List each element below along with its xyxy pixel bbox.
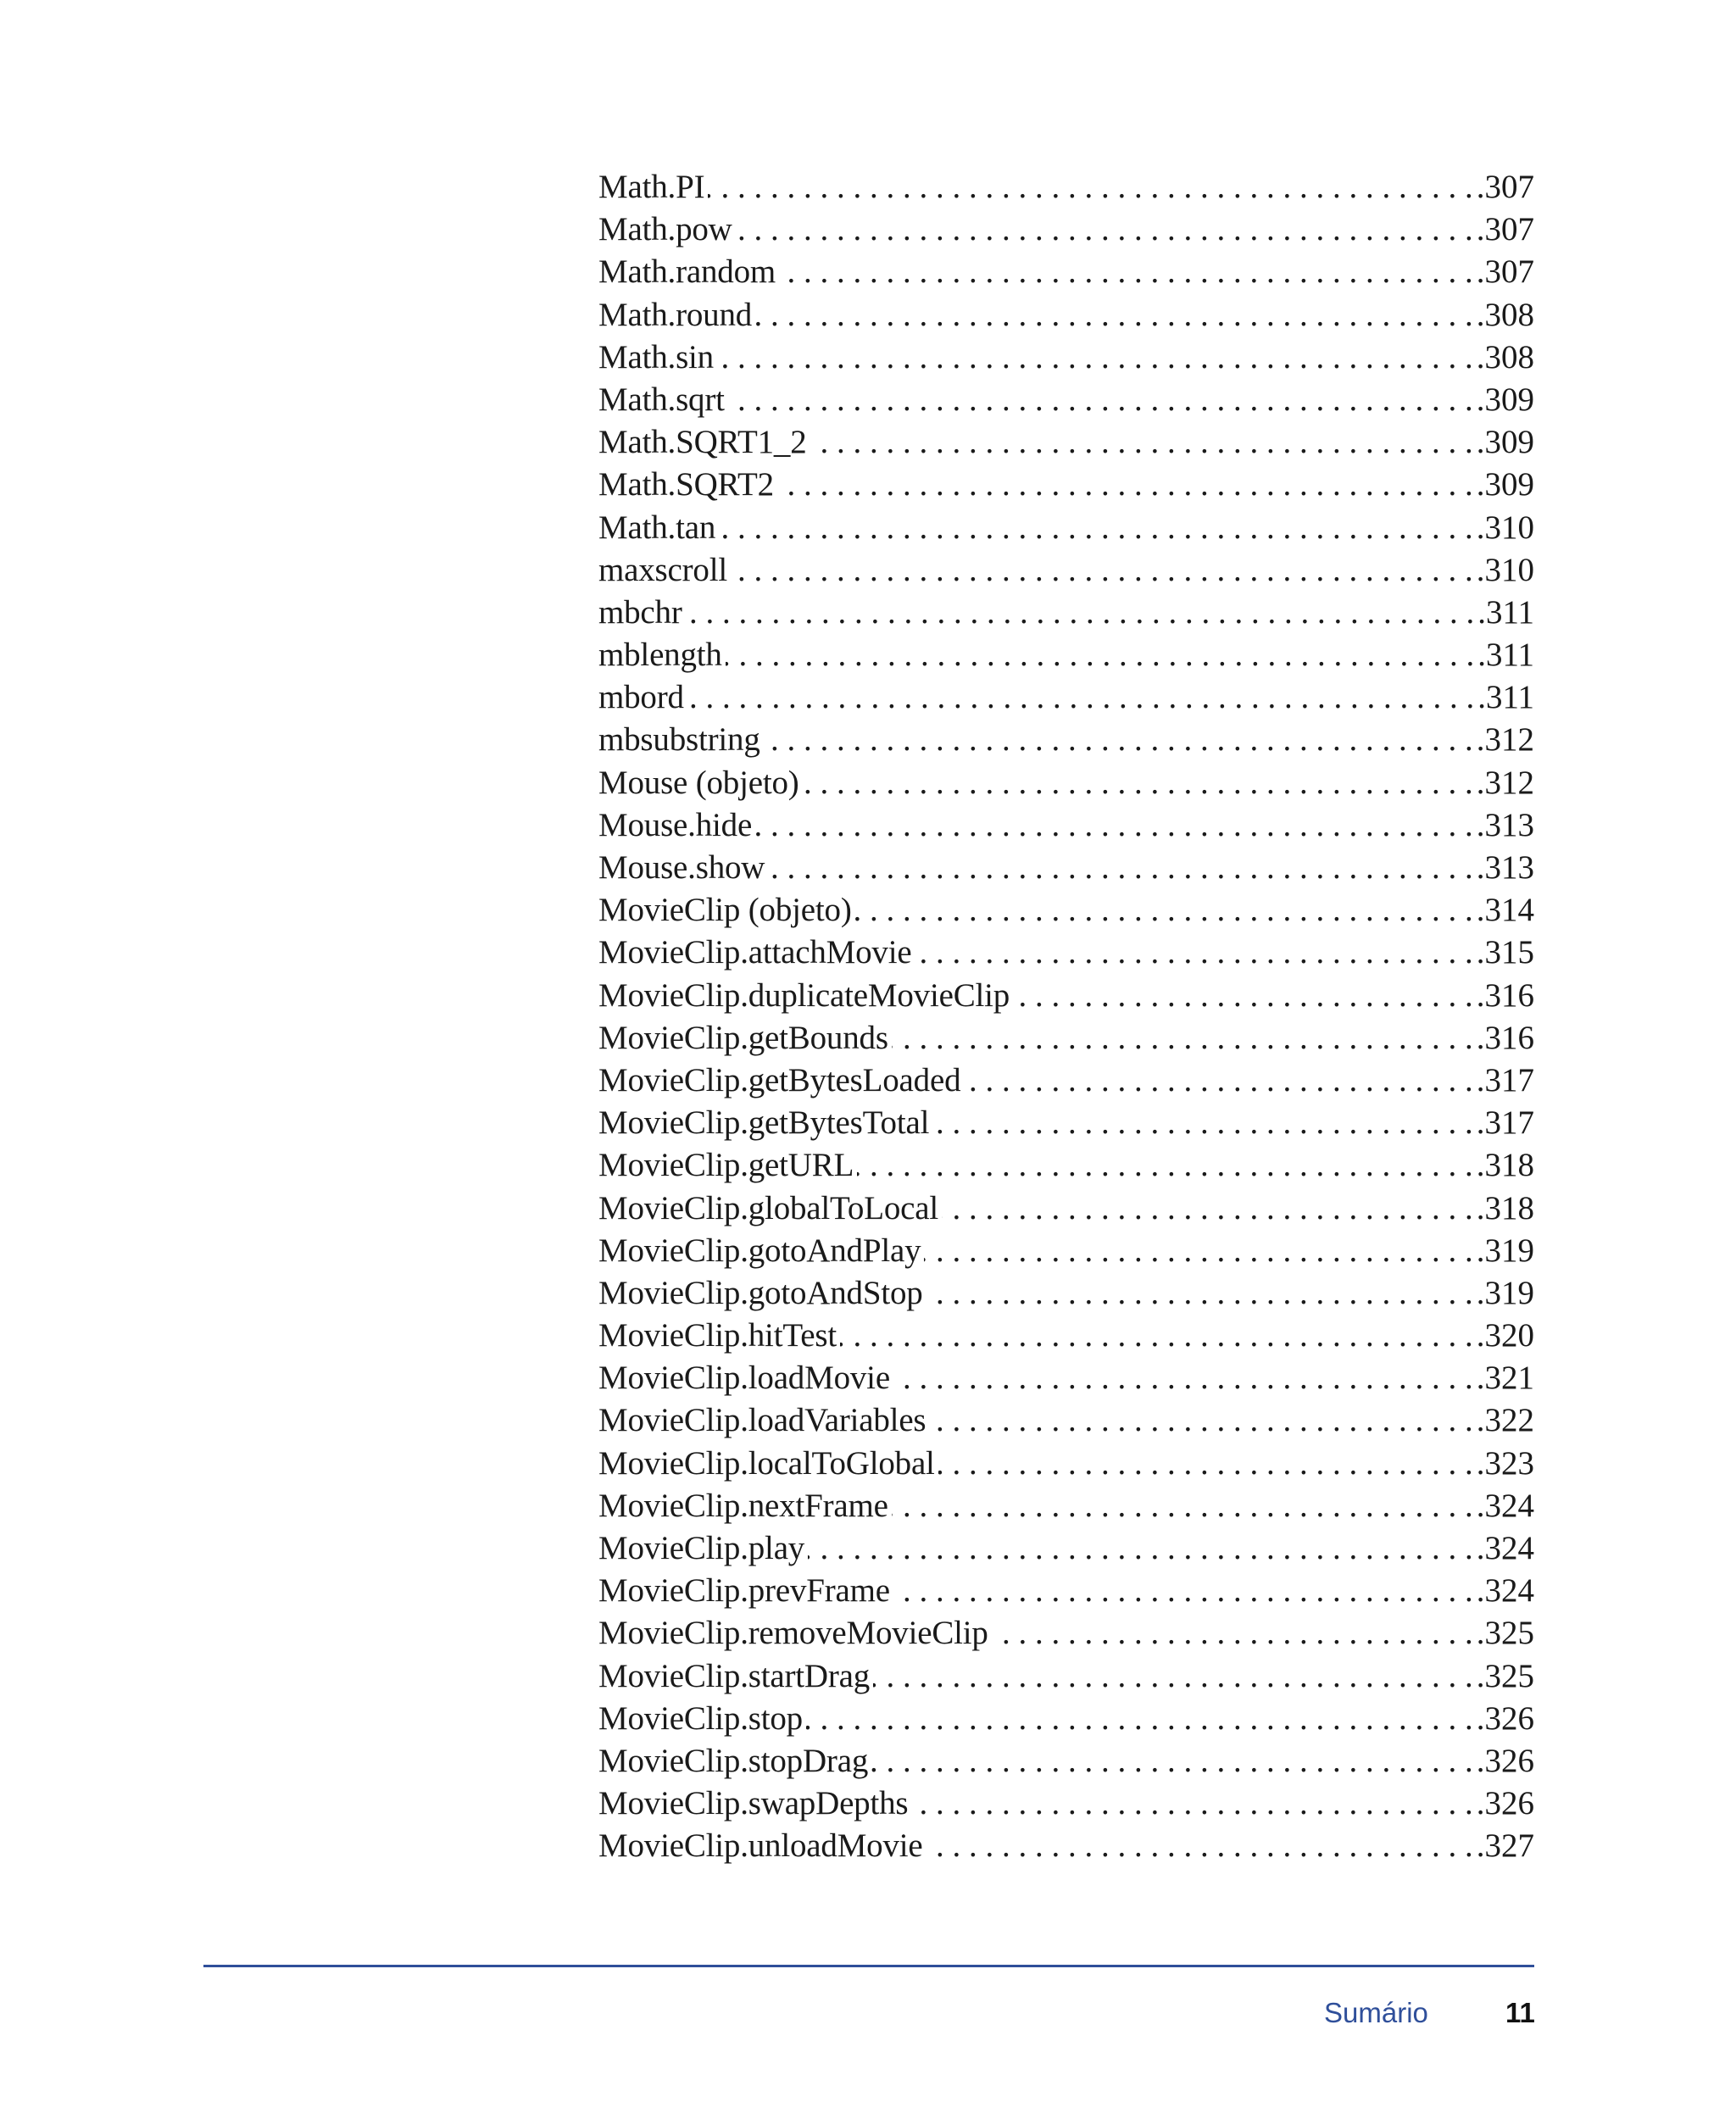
toc-entry[interactable] (598, 1357, 1534, 1399)
toc-entry-page-number: .312 (1476, 721, 1534, 759)
toc-dot-leader (717, 336, 1473, 379)
toc-entry-page-number: .326 (1476, 1699, 1534, 1737)
toc-entry-label: MovieClip.swapDepths (598, 1785, 909, 1822)
toc-entry-page-number: .318 (1476, 1189, 1534, 1226)
toc-dot-leader (924, 1230, 1472, 1272)
toc-entry-page-number: .320 (1476, 1317, 1534, 1354)
toc-dot-leader (768, 847, 1472, 889)
toc-dot-leader (892, 1017, 1473, 1060)
toc-dot-leader (926, 1272, 1473, 1315)
toc-dot-leader (803, 762, 1473, 804)
toc-entry-label: Mouse.hide (598, 806, 753, 843)
toc-entry-label: Math.SQRT1_2 (598, 424, 807, 461)
toc-entry[interactable] (598, 379, 1534, 421)
toc-dot-leader (755, 804, 1473, 847)
toc-entry-page-number: .327 (1476, 1827, 1534, 1865)
toc-entry-label: MovieClip.gotoAndPlay (598, 1232, 921, 1269)
toc-entry[interactable] (598, 1230, 1534, 1272)
toc-dot-leader (728, 379, 1473, 421)
toc-entry[interactable] (598, 1315, 1534, 1357)
toc-entry-label: MovieClip.gotoAndStop (598, 1274, 923, 1311)
toc-entry-page-number: .324 (1476, 1530, 1534, 1566)
footer-section-title: Sumário (1324, 1997, 1428, 2028)
toc-entry-page-number: .309 (1476, 424, 1534, 461)
toc-dot-leader (719, 507, 1473, 549)
toc-entry[interactable] (598, 1187, 1534, 1230)
toc-entry[interactable] (598, 209, 1534, 251)
toc-entry-label: Math.sin (598, 338, 714, 375)
toc-entry-page-number: .317 (1476, 1061, 1534, 1098)
toc-entry-label: MovieClip.stopDrag (598, 1742, 869, 1779)
toc-dot-leader (686, 592, 1475, 634)
toc-entry-page-number: .310 (1476, 509, 1534, 546)
toc-dot-leader (1013, 975, 1473, 1017)
toc-entry-page-number: .322 (1476, 1402, 1534, 1439)
toc-entry[interactable] (598, 1102, 1534, 1144)
toc-dot-leader (992, 1612, 1473, 1655)
footer-divider (203, 1965, 1534, 1967)
toc-entry[interactable] (598, 847, 1534, 889)
toc-dot-leader (857, 1144, 1473, 1187)
toc-dot-leader (938, 1443, 1473, 1485)
toc-entry[interactable] (598, 1570, 1534, 1612)
toc-entry[interactable] (598, 1443, 1534, 1485)
toc-entry-page-number: .324 (1476, 1487, 1534, 1524)
toc-entry-label: Math.random (598, 253, 776, 291)
toc-dot-leader (764, 719, 1473, 761)
toc-dot-leader (964, 1060, 1472, 1102)
toc-dot-leader (855, 889, 1473, 932)
toc-entry[interactable] (598, 1272, 1534, 1315)
toc-entry-label: MovieClip.nextFrame (598, 1487, 888, 1524)
toc-entry[interactable] (598, 507, 1534, 549)
toc-dot-leader (736, 209, 1473, 251)
toc-entry[interactable] (598, 464, 1534, 506)
toc-entry[interactable] (598, 1017, 1534, 1060)
toc-entry[interactable] (598, 336, 1534, 379)
toc-entry-label: Math.pow (598, 211, 732, 248)
toc-dot-leader (873, 1655, 1473, 1698)
toc-entry-page-number: .326 (1476, 1742, 1534, 1779)
toc-entry-label: MovieClip.getURL (598, 1147, 854, 1184)
toc-entry[interactable] (598, 719, 1534, 761)
toc-dot-leader (929, 1399, 1472, 1442)
toc-dot-leader (731, 549, 1473, 592)
toc-entry-page-number: .307 (1476, 253, 1534, 291)
toc-entry[interactable] (598, 1783, 1534, 1825)
toc-entry[interactable] (598, 1655, 1534, 1698)
toc-dot-leader (932, 1102, 1473, 1144)
toc-entry-page-number: .309 (1476, 381, 1534, 418)
toc-entry-label: maxscroll (598, 551, 727, 588)
toc-dot-leader (892, 1485, 1473, 1527)
toc-entry-label: Math.PI (598, 169, 705, 205)
toc-entry-page-number: .310 (1476, 551, 1534, 588)
toc-entry-page-number: .319 (1476, 1274, 1534, 1311)
toc-entry-label: MovieClip.getBounds (598, 1019, 888, 1056)
toc-dot-leader (871, 1740, 1473, 1783)
toc-dot-leader (893, 1570, 1473, 1612)
toc-entry-label: Mouse (objeto) (598, 764, 799, 801)
toc-entry[interactable] (598, 549, 1534, 592)
toc-dot-leader (942, 1187, 1473, 1230)
toc-entry[interactable] (598, 251, 1534, 293)
toc-entry-page-number: .308 (1476, 338, 1534, 375)
toc-entry-label: MovieClip.getBytesLoaded (598, 1061, 961, 1098)
toc-entry-label: MovieClip.play (598, 1530, 805, 1566)
toc-entry-label: MovieClip.localToGlobal (598, 1444, 935, 1482)
toc-entry-page-number: .313 (1476, 806, 1534, 843)
toc-dot-leader (915, 932, 1472, 974)
toc-entry-label: MovieClip.duplicateMovieClip (598, 976, 1010, 1014)
toc-dot-leader (911, 1783, 1472, 1825)
toc-dot-leader (777, 464, 1473, 506)
toc-entry-label: Math.SQRT2 (598, 466, 774, 503)
toc-dot-leader (779, 251, 1473, 293)
toc-entry[interactable] (598, 762, 1534, 804)
toc-entry-label: MovieClip.attachMovie (598, 934, 912, 971)
toc-entry[interactable] (598, 1825, 1534, 1867)
toc-entry[interactable] (598, 932, 1534, 974)
toc-entry-label: MovieClip.unloadMovie (598, 1827, 923, 1865)
toc-entry-page-number: .315 (1476, 934, 1534, 971)
toc-dot-leader (810, 421, 1473, 464)
toc-entry-page-number: .317 (1476, 1104, 1534, 1142)
footer-page-number: 11 (1505, 1997, 1535, 2028)
toc-entry[interactable] (598, 889, 1534, 932)
toc-entry[interactable] (598, 1144, 1534, 1187)
table-of-contents (598, 166, 1534, 1868)
toc-entry-label: mbord (598, 679, 684, 716)
toc-entry[interactable] (598, 676, 1534, 719)
toc-entry-label: mbchr (598, 593, 682, 631)
toc-entry-page-number: .316 (1476, 976, 1534, 1014)
toc-dot-leader (840, 1315, 1473, 1357)
toc-entry-label: MovieClip.startDrag (598, 1657, 871, 1694)
toc-entry-page-number: .314 (1476, 892, 1534, 929)
toc-entry[interactable] (598, 294, 1534, 336)
toc-entry-page-number: .311 (1477, 679, 1534, 716)
toc-entry-page-number: .309 (1476, 466, 1534, 503)
toc-entry-page-number: .313 (1476, 849, 1534, 886)
toc-entry-label: Math.round (598, 296, 753, 333)
toc-dot-leader (806, 1698, 1473, 1740)
toc-entry-label: MovieClip.hitTest (598, 1317, 837, 1354)
toc-entry-page-number: .321 (1476, 1360, 1534, 1397)
toc-entry-label: MovieClip.loadVariables (598, 1402, 926, 1439)
toc-entry[interactable] (598, 1612, 1534, 1655)
toc-entry[interactable] (598, 421, 1534, 464)
toc-entry[interactable] (598, 1060, 1534, 1102)
toc-entry[interactable] (598, 1740, 1534, 1783)
toc-entry-label: MovieClip.stop (598, 1699, 803, 1737)
toc-entry-page-number: .324 (1476, 1572, 1534, 1610)
toc-entry[interactable] (598, 1527, 1534, 1570)
toc-entry-page-number: .319 (1476, 1232, 1534, 1269)
toc-entry-label: MovieClip.loadMovie (598, 1360, 890, 1397)
toc-entry-page-number: .325 (1476, 1615, 1534, 1652)
toc-entry-label: mblength (598, 637, 722, 674)
toc-entry-page-number: .326 (1476, 1785, 1534, 1822)
toc-entry[interactable] (598, 592, 1534, 634)
toc-entry-page-number: .311 (1477, 593, 1534, 631)
toc-dot-leader (687, 676, 1474, 719)
toc-dot-leader (926, 1825, 1473, 1867)
toc-entry-page-number: .307 (1476, 211, 1534, 248)
toc-entry-label: MovieClip.prevFrame (598, 1572, 890, 1610)
toc-entry-label: MovieClip.removeMovieClip (598, 1615, 988, 1652)
toc-entry-page-number: .323 (1476, 1444, 1534, 1482)
toc-entry-label: Math.sqrt (598, 381, 725, 418)
toc-entry[interactable] (598, 975, 1534, 1017)
toc-entry-page-number: .316 (1476, 1019, 1534, 1056)
toc-entry-page-number: .325 (1476, 1657, 1534, 1694)
toc-entry[interactable] (598, 804, 1534, 847)
toc-entry-page-number: .308 (1476, 296, 1534, 333)
toc-entry[interactable] (598, 166, 1534, 209)
toc-entry-label: Mouse.show (598, 849, 765, 886)
toc-entry[interactable] (598, 1485, 1534, 1527)
toc-entry-label: MovieClip.getBytesTotal (598, 1104, 930, 1142)
toc-entry-page-number: .311 (1477, 637, 1534, 674)
toc-entry[interactable] (598, 1399, 1534, 1442)
toc-entry[interactable] (598, 634, 1534, 676)
toc-entry-label: Math.tan (598, 509, 716, 546)
toc-dot-leader (708, 166, 1472, 209)
toc-entry-label: MovieClip.globalToLocal (598, 1189, 939, 1226)
toc-dot-leader (755, 294, 1473, 336)
toc-entry-label: MovieClip (objeto) (598, 892, 852, 929)
toc-entry[interactable] (598, 1698, 1534, 1740)
toc-dot-leader (726, 634, 1474, 676)
toc-entry-page-number: .312 (1476, 764, 1534, 801)
toc-entry-label: mbsubstring (598, 721, 760, 759)
toc-dot-leader (893, 1357, 1473, 1399)
toc-entry-page-number: .307 (1476, 169, 1534, 205)
toc-dot-leader (808, 1527, 1473, 1570)
toc-entry-page-number: .318 (1476, 1147, 1534, 1184)
